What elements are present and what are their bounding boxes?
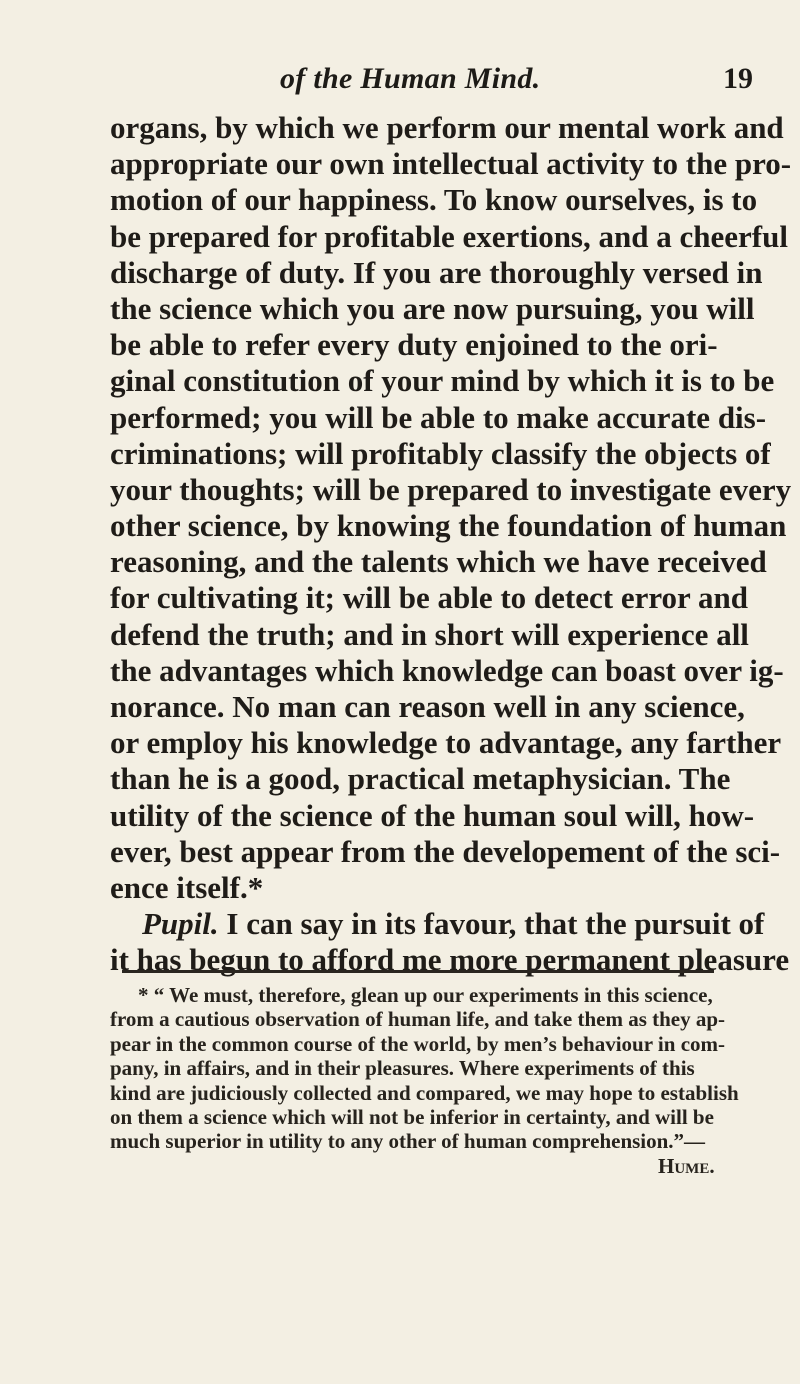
- footnote-line: pany, in affairs, and in their pleasures. Where experiments of this: [110, 1056, 695, 1081]
- pupil-text: I can say in its favour, that the pursuit of: [226, 906, 765, 942]
- text-line: motion of our happiness. To know ourselves, is to: [110, 182, 758, 218]
- text-line: than he is a good, practical metaphysician. The: [110, 761, 731, 797]
- text-line: it has begun to afford me more permanent pleasure: [110, 942, 790, 978]
- text-line: reasoning, and the talents which we have received: [110, 544, 767, 580]
- text-line: ence itself.*: [110, 869, 264, 905]
- text-line: your thoughts; will be prepared to investigate every: [110, 471, 792, 507]
- text-line: organs, by which we perform our mental work and: [110, 110, 784, 145]
- text-line: for cultivating it; will be able to detect error and: [110, 580, 748, 616]
- running-title: of the Human Mind.: [280, 62, 541, 95]
- text-line: ever, best appear from the developement of the sci-: [110, 833, 781, 869]
- text-line: be able to refer every duty enjoined to the ori-: [110, 327, 718, 363]
- text-line: or employ his knowledge to advantage, any farther: [110, 725, 782, 761]
- page-header: [0, 62, 800, 102]
- page-number: 19: [723, 62, 753, 95]
- footnote-line: on them a science which will not be inferior in certainty, and will be: [110, 1104, 714, 1129]
- footnote-line: kind are judiciously collected and compared, we may hope to establish: [110, 1080, 739, 1105]
- footnote-line: from a cautious observation of human life, and take them as they ap-: [110, 1007, 726, 1032]
- text-line: appropriate our own intellectual activity to the pro-: [110, 146, 792, 182]
- text-line: the advantages which knowledge can boast over ig-: [110, 652, 784, 688]
- footnote-line: * “ We must, therefore, glean up our experiments in this science,: [138, 983, 713, 1007]
- text-line: be prepared for profitable exertions, and a cheerful: [110, 218, 788, 254]
- text-line: defend the truth; and in short will experience all: [110, 616, 749, 652]
- text-line: utility of the science of the human soul will, how-: [110, 797, 755, 833]
- text-line: other science, by knowing the foundation of human: [110, 508, 787, 544]
- text-line: criminations; will profitably classify the objects of: [110, 435, 771, 471]
- text-line: the science which you are now pursuing, you will: [110, 290, 755, 326]
- pupil-line: [110, 906, 800, 942]
- text-line: ginal constitution of your mind by which it is to be: [110, 363, 775, 399]
- footnote-line: much superior in utility to any other of human comprehension.”—: [110, 1129, 706, 1154]
- footnote-attribution: Hume.: [658, 1153, 715, 1178]
- footnote-line: pear in the common course of the world, by men’s behaviour in com-: [110, 1031, 725, 1056]
- footnote-rule: [122, 970, 714, 973]
- footnote: [110, 983, 800, 1178]
- text-line: discharge of duty. If you are thoroughly versed in: [110, 254, 763, 290]
- text-line: performed; you will be able to make accurate dis-: [110, 399, 767, 435]
- text-line: norance. No man can reason well in any science,: [110, 689, 745, 724]
- main-text: [110, 110, 800, 979]
- speaker-label: Pupil.: [142, 906, 219, 942]
